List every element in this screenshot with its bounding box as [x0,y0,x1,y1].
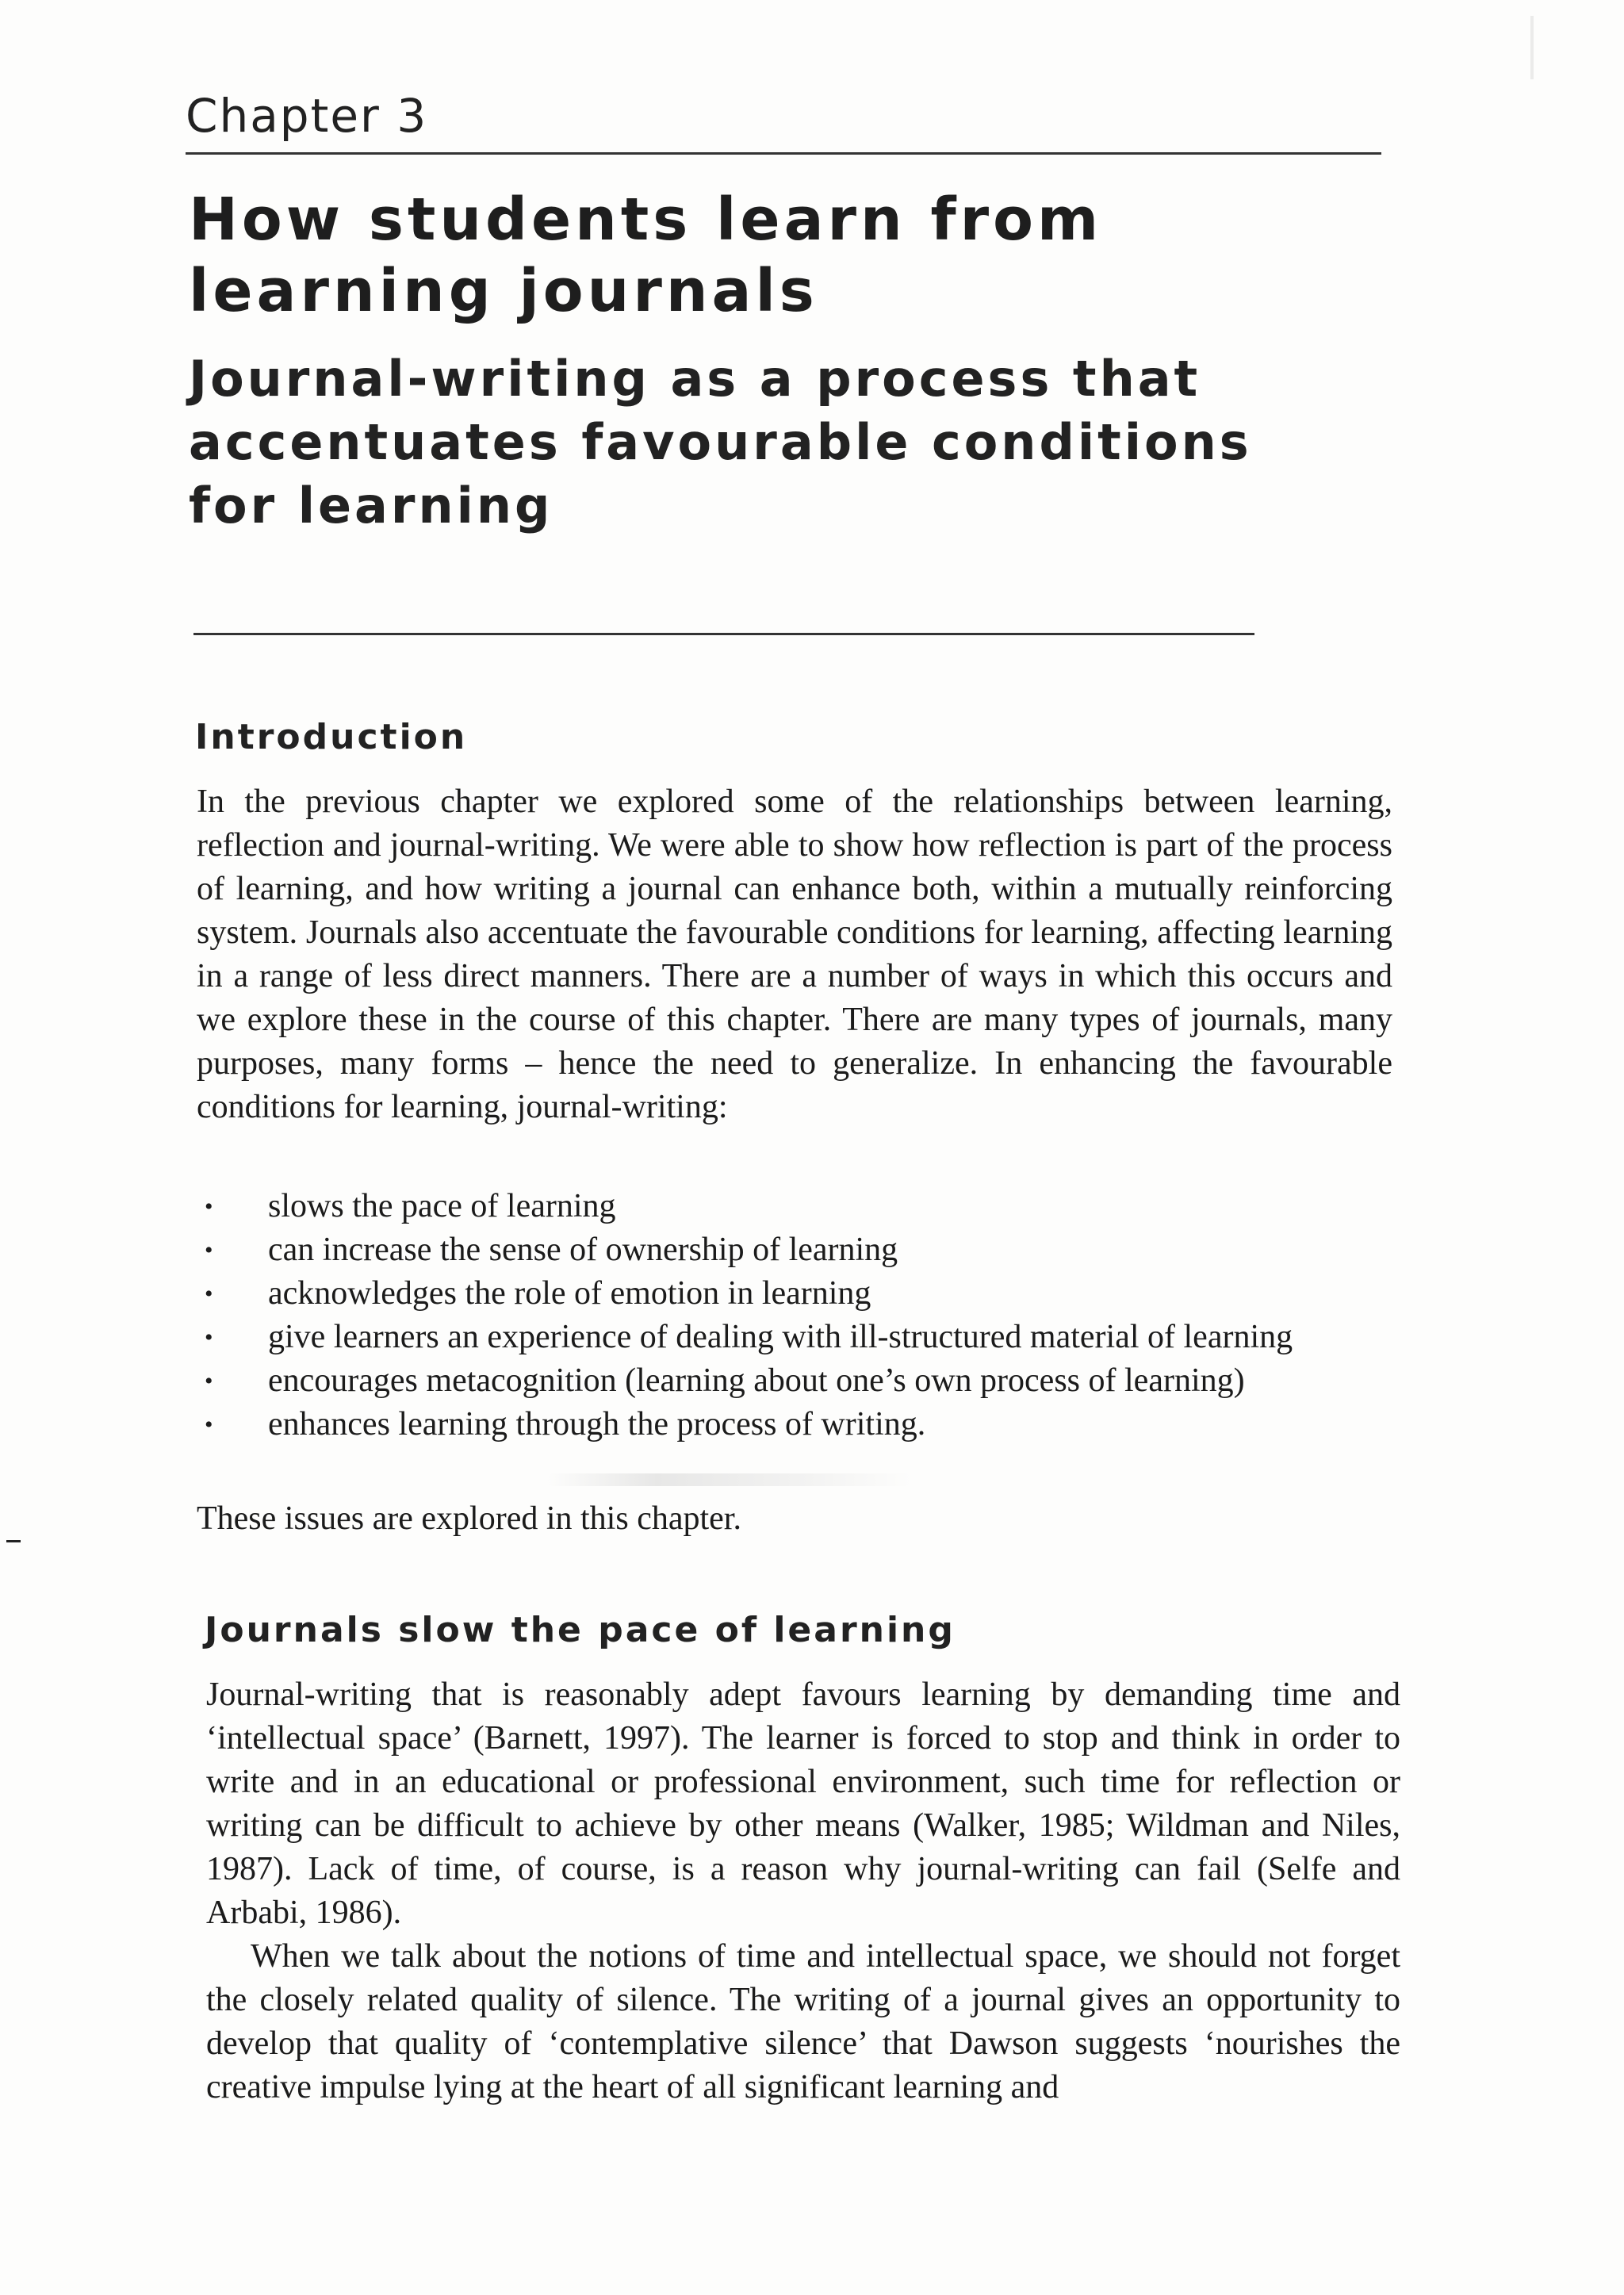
chapter-label: Chapter 3 [186,89,428,143]
chapter-title: How students learn from learning journals [189,186,1103,325]
list-item [197,1316,1402,1359]
margin-mark [6,1540,21,1542]
scan-artifact [547,1473,912,1486]
list-item [197,1359,1402,1403]
list-item-text: can increase the sense of ownership of learning [268,1232,898,1268]
list-item-text: acknowledges the role of emotion in learning [268,1275,871,1312]
list-item [197,1403,1402,1446]
section-paragraph-1: Journal-writing that is reasonably adept favours learning by demanding time and ‘intellectual space’ (Barnett, 1997). The learner is forced to stop and think in order to write and in an educational or professional environment, such time for reflection or writing can be difficult to achieve by other means (Walker, 1985; Wildman and Niles, 1987). Lack of time, of course, is a reason why journal-writing can fail (Selfe and Arbabi, 1986). [206,1676,1400,1931]
bullet-icon: • [205,1281,213,1307]
bullet-icon: • [205,1412,213,1438]
bullet-icon: • [205,1237,213,1263]
bullet-icon: • [205,1193,213,1220]
section-paragraph-2: When we talk about the notions of time and intellectual space, we should not forget the closely related quality of silence. The writing of a journal gives an opportunity to develop that quality of ‘contemplative silence’ that Dawson suggests ‘nourishes the creative impulse lying at the heart of all significant learning and [206,1938,1400,2105]
list-item [197,1228,1402,1272]
scan-edge-shadow [1530,16,1534,79]
list-item-text: enhances learning through the process of writing. [268,1406,926,1443]
introduction-paragraph: In the previous chapter we explored some of the relationships between learning, reflection and journal-writing. We were able to show how reflection is part of the process of learning, and how writing a journal can enhance both, within a mutually reinforcing system. Journals also accentuate the favourable conditions for learning, affecting learning in a range of less direct manners. There are a number of ways in which this occurs and we explore these in the course of this chapter. There are many types of journals, many purposes, many forms – hence the need to generalize. In enhancing the favourable conditions for learning, journal-writing: [197,784,1392,1125]
chapter-subtitle: Journal-writing as a process that accentuates favourable conditions for learning [189,350,1252,534]
bullet-icon: • [205,1324,213,1351]
conditions-list [197,1185,1402,1446]
chapter-rule [186,152,1381,155]
list-item-text: slows the pace of learning [268,1188,616,1224]
introduction-heading: Introduction [195,717,468,757]
list-item-text: encourages metacognition (learning about one’s own process of learning) [268,1362,1245,1399]
list-item [197,1185,1402,1228]
list-item [197,1272,1402,1316]
introduction-closing: These issues are explored in this chapter. [197,1500,741,1537]
bullet-icon: • [205,1368,213,1394]
list-item-text: give learners an experience of dealing with ill-structured material of learning [268,1319,1293,1355]
section-heading-pace: Journals slow the pace of learning [205,1610,956,1650]
title-divider [193,633,1254,635]
